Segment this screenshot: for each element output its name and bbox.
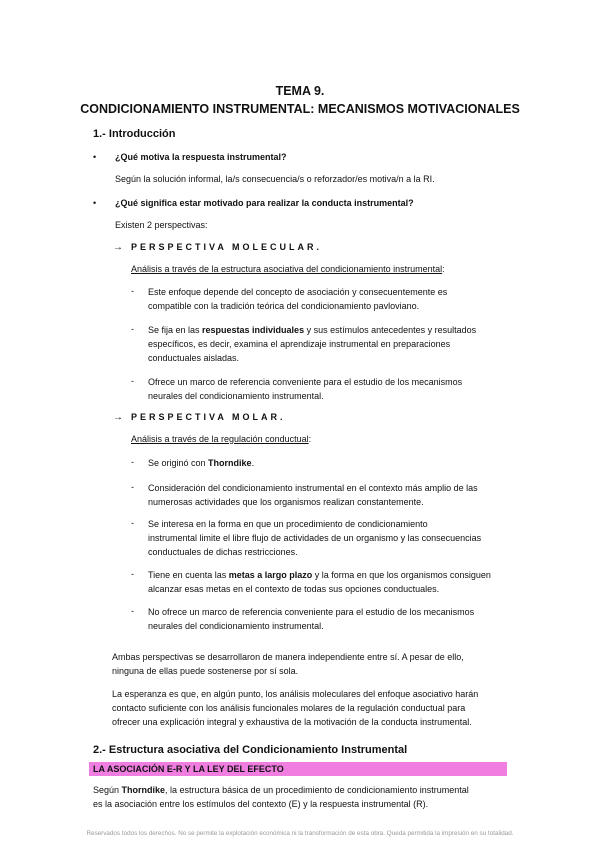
title-line1: TEMA 9. (275, 84, 325, 98)
dash-icon: - (131, 606, 134, 616)
molar-item-4: Tiene en cuenta las metas a largo plazo y la forma en que los organismos consiguen alcanzar esas metas en el contexto de todas sus opciones conductuales. (148, 570, 491, 594)
molecular-title: PERSPECTIVA MOLECULAR. (131, 242, 323, 252)
section1-heading: 1.- Introducción (93, 128, 176, 140)
section2-paragraph: Según Thorndike, la estructura básica de un procedimiento de condicionamiento instrumental es la asociación entre los estímulos del contexto (E) y la respuesta instrumental (R). (93, 785, 469, 809)
footer-notice: Reservados todos los derechos. No se permite la explotación económica ni la transformación de esta obra. Queda permitida la impresión en su totalidad. (86, 830, 514, 837)
molecular-item-3: Ofrece un marco de referencia conveniente para el estudio de los mecanismos neurales del condicionamiento instrumental. (148, 377, 463, 401)
bullet-icon: • (93, 152, 97, 162)
arrow-right-icon: → (113, 242, 123, 253)
section2-heading: 2.- Estructura asociativa del Condicionamiento Instrumental (93, 744, 408, 756)
highlighted-subheading: LA ASOCIACIÓN E-R Y LA LEY DEL EFECTO (89, 762, 507, 776)
molar-subtitle: Análisis a través de la regulación conductual: (131, 434, 312, 444)
bullet-icon: • (93, 198, 97, 208)
answer-2: Existen 2 perspectivas: (115, 220, 208, 230)
dash-icon: - (131, 482, 134, 492)
dash-icon: - (131, 286, 134, 296)
molar-item-3: Se interesa en la forma en que un procedimiento de condicionamiento instrumental limite el libre flujo de actividades de un organismo y las consecuencias conductuales de dichas restricciones. (148, 519, 482, 557)
question-1: ¿Qué motiva la respuesta instrumental? (115, 152, 287, 162)
molecular-item-2: Se fija en las respuestas individuales y sus estímulos antecedentes y resultados específicos, es decir, examina el aprendizaje instrumental en preparaciones conductuales aisladas. (148, 325, 477, 363)
molar-item-5: No ofrece un marco de referencia conveniente para el estudio de los mecanismos neurales del condicionamiento instrumental. (148, 607, 475, 631)
answer-1: Según la solución informal, la/s consecuencia/s o reforzador/es motiva/n a la RI. (115, 174, 435, 184)
dash-icon: - (131, 518, 134, 528)
paragraph-1: Ambas perspectivas se desarrollaron de manera independiente entre sí. A pesar de ello, ninguna de ellas puede sostenerse por sí sola. (112, 652, 464, 676)
molar-title: PERSPECTIVA MOLAR. (131, 412, 286, 422)
molecular-item-1: Este enfoque depende del concepto de asociación y consecuentemente es compatible con la tradición teórica del condicionamiento pavloviano. (148, 287, 448, 311)
dash-icon: - (131, 376, 134, 386)
molar-item-2: Consideración del condicionamiento instrumental en el contexto más amplio de las numerosas actividades que los organismos realizan constantemente. (148, 483, 478, 507)
dash-icon: - (131, 324, 134, 334)
paragraph-2: La esperanza es que, en algún punto, los análisis moleculares del enfoque asociativo harán contacto suficiente con los análisis funcionales molares de la regulación conductual para ofrecer una explicación integral y exhaustiva de la motivación de la conducta instrumental. (112, 689, 479, 727)
molar-item-1: Se originó con Thorndike. (148, 458, 255, 468)
molecular-subtitle: Análisis a través de la estructura asociativa del condicionamiento instrumental: (131, 264, 445, 274)
question-2: ¿Qué significa estar motivado para realizar la conducta instrumental? (115, 198, 414, 208)
dash-icon: - (131, 457, 134, 467)
title-line2: CONDICIONAMIENTO INSTRUMENTAL: MECANISMOS MOTIVACIONALES (80, 102, 520, 116)
dash-icon: - (131, 569, 134, 579)
arrow-right-icon: → (113, 412, 123, 423)
